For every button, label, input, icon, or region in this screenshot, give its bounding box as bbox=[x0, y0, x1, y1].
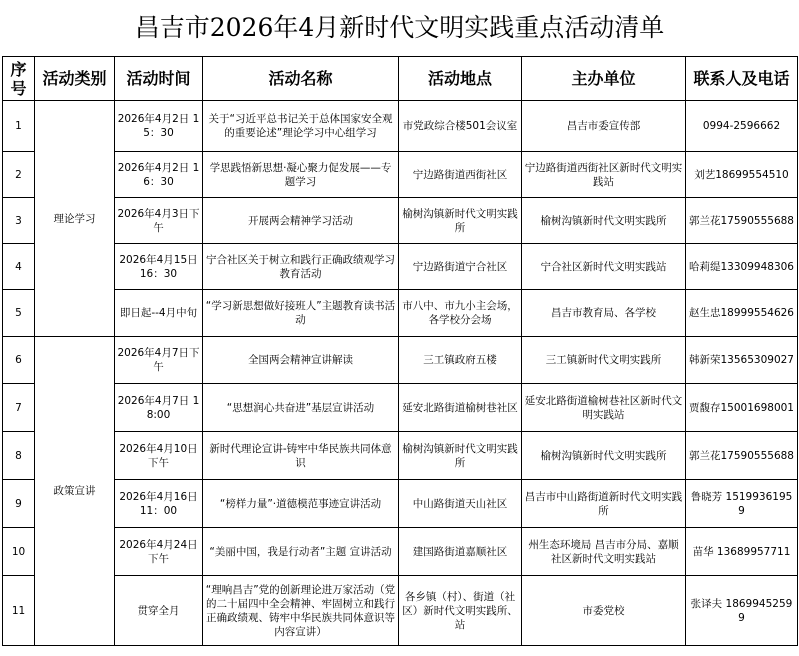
activity-table bbox=[2, 56, 798, 646]
table-row bbox=[3, 337, 798, 384]
row-seq: 7 bbox=[3, 384, 35, 432]
row-name: 新时代理论宣讲-铸牢中华民族共同体意识 bbox=[203, 432, 399, 480]
row-place: 榆树沟镇新时代文明实践所 bbox=[399, 432, 522, 480]
row-org: 州生态环境局 昌吉市分局、嘉顺社区新时代文明实践站 bbox=[522, 528, 686, 576]
row-time: 贯穿全月 bbox=[115, 576, 203, 646]
row-seq: 6 bbox=[3, 337, 35, 384]
row-contact: 苗华 13689957711 bbox=[686, 528, 798, 576]
row-time: 2026年4月16日 11：00 bbox=[115, 480, 203, 528]
row-place: 市八中、市九小主会场，各学校分会场 bbox=[399, 290, 522, 337]
header-contact: 联系人及电话 bbox=[686, 57, 798, 101]
row-name: 学思践悟新思想·凝心聚力促发展——专题学习 bbox=[203, 152, 399, 198]
category-cell-theory: 理论学习 bbox=[35, 101, 115, 337]
row-seq: 3 bbox=[3, 198, 35, 244]
row-seq: 9 bbox=[3, 480, 35, 528]
row-contact: 哈莉缇13309948306 bbox=[686, 244, 798, 290]
table-row bbox=[3, 290, 798, 337]
table-row bbox=[3, 198, 798, 244]
row-name: 宁合社区关于树立和践行正确政绩观学习教育活动 bbox=[203, 244, 399, 290]
row-time: 2026年4月7日 18:00 bbox=[115, 384, 203, 432]
row-time: 2026年4月24日下午 bbox=[115, 528, 203, 576]
row-place: 市党政综合楼501会议室 bbox=[399, 101, 522, 152]
row-place: 建国路街道嘉顺社区 bbox=[399, 528, 522, 576]
row-seq: 10 bbox=[3, 528, 35, 576]
row-org: 昌吉市中山路街道新时代文明实践所 bbox=[522, 480, 686, 528]
row-org: 榆树沟镇新时代文明实践所 bbox=[522, 432, 686, 480]
row-contact: 郭兰花17590555688 bbox=[686, 432, 798, 480]
row-place: 三工镇政府五楼 bbox=[399, 337, 522, 384]
row-contact: 赵生忠18999554626 bbox=[686, 290, 798, 337]
table-row bbox=[3, 528, 798, 576]
row-time: 2026年4月10日下午 bbox=[115, 432, 203, 480]
row-contact: 鲁晓芳 15199361959 bbox=[686, 480, 798, 528]
row-place: 中山路街道天山社区 bbox=[399, 480, 522, 528]
row-org: 昌吉市教育局、各学校 bbox=[522, 290, 686, 337]
row-contact: 韩新荣13565309027 bbox=[686, 337, 798, 384]
header-seq: 序号 bbox=[3, 57, 35, 101]
table-row bbox=[3, 101, 798, 152]
header-time: 活动时间 bbox=[115, 57, 203, 101]
row-seq: 4 bbox=[3, 244, 35, 290]
row-contact: 0994-2596662 bbox=[686, 101, 798, 152]
category-cell-policy: 政策宣讲 bbox=[35, 337, 115, 646]
row-place: 各乡镇（村）、街道（社区）新时代文明实践所、站 bbox=[399, 576, 522, 646]
row-seq: 2 bbox=[3, 152, 35, 198]
row-contact: 贾馥存15001698001 bbox=[686, 384, 798, 432]
header-category: 活动类别 bbox=[35, 57, 115, 101]
row-contact: 刘艺18699554510 bbox=[686, 152, 798, 198]
header-name: 活动名称 bbox=[203, 57, 399, 101]
row-seq: 8 bbox=[3, 432, 35, 480]
header-org: 主办单位 bbox=[522, 57, 686, 101]
row-name: “思想润心共奋进”基层宣讲活动 bbox=[203, 384, 399, 432]
row-name: “学习新思想做好接班人”主题教育读书活动 bbox=[203, 290, 399, 337]
row-name: 全国两会精神宣讲解读 bbox=[203, 337, 399, 384]
row-org: 市委党校 bbox=[522, 576, 686, 646]
table-row bbox=[3, 480, 798, 528]
row-place: 宁边路街道西街社区 bbox=[399, 152, 522, 198]
row-time: 2026年4月2日 16：30 bbox=[115, 152, 203, 198]
row-time: 2026年4月2日 15：30 bbox=[115, 101, 203, 152]
row-name: 关于“习近平总书记关于总体国家安全观的重要论述”理论学习中心组学习 bbox=[203, 101, 399, 152]
row-seq: 1 bbox=[3, 101, 35, 152]
row-time: 2026年4月3日下午 bbox=[115, 198, 203, 244]
row-org: 昌吉市委宣传部 bbox=[522, 101, 686, 152]
table-row bbox=[3, 432, 798, 480]
row-org: 延安北路街道榆树巷社区新时代文明实践站 bbox=[522, 384, 686, 432]
row-org: 宁边路街道西街社区新时代文明实践站 bbox=[522, 152, 686, 198]
row-seq: 11 bbox=[3, 576, 35, 646]
table-row bbox=[3, 244, 798, 290]
row-org: 三工镇新时代文明实践所 bbox=[522, 337, 686, 384]
header-place: 活动地点 bbox=[399, 57, 522, 101]
row-name: 开展两会精神学习活动 bbox=[203, 198, 399, 244]
row-place: 宁边路街道宁合社区 bbox=[399, 244, 522, 290]
row-seq: 5 bbox=[3, 290, 35, 337]
table-row bbox=[3, 384, 798, 432]
page-title: 昌吉市2026年4月新时代文明实践重点活动清单 bbox=[134, 13, 665, 42]
table-row bbox=[3, 576, 798, 646]
row-name: “理响昌吉”党的创新理论进万家活动（党的二十届四中全会精神、牢固树立和践行正确政绩观、铸牢中华民族共同体意识等内容宣讲） bbox=[203, 576, 399, 646]
row-org: 榆树沟镇新时代文明实践所 bbox=[522, 198, 686, 244]
row-time: 2026年4月7日下午 bbox=[115, 337, 203, 384]
row-contact: 郭兰花17590555688 bbox=[686, 198, 798, 244]
row-name: “美丽中国，我是行动者”主题 宣讲活动 bbox=[203, 528, 399, 576]
row-contact: 张译夫 18699452599 bbox=[686, 576, 798, 646]
row-place: 榆树沟镇新时代文明实践所 bbox=[399, 198, 522, 244]
row-place: 延安北路街道榆树巷社区 bbox=[399, 384, 522, 432]
row-time: 即日起--4月中旬 bbox=[115, 290, 203, 337]
row-name: “榜样力量”·道德模范事迹宣讲活动 bbox=[203, 480, 399, 528]
table-row bbox=[3, 152, 798, 198]
row-time: 2026年4月15日 16：30 bbox=[115, 244, 203, 290]
row-org: 宁合社区新时代文明实践站 bbox=[522, 244, 686, 290]
header-row bbox=[3, 57, 798, 101]
